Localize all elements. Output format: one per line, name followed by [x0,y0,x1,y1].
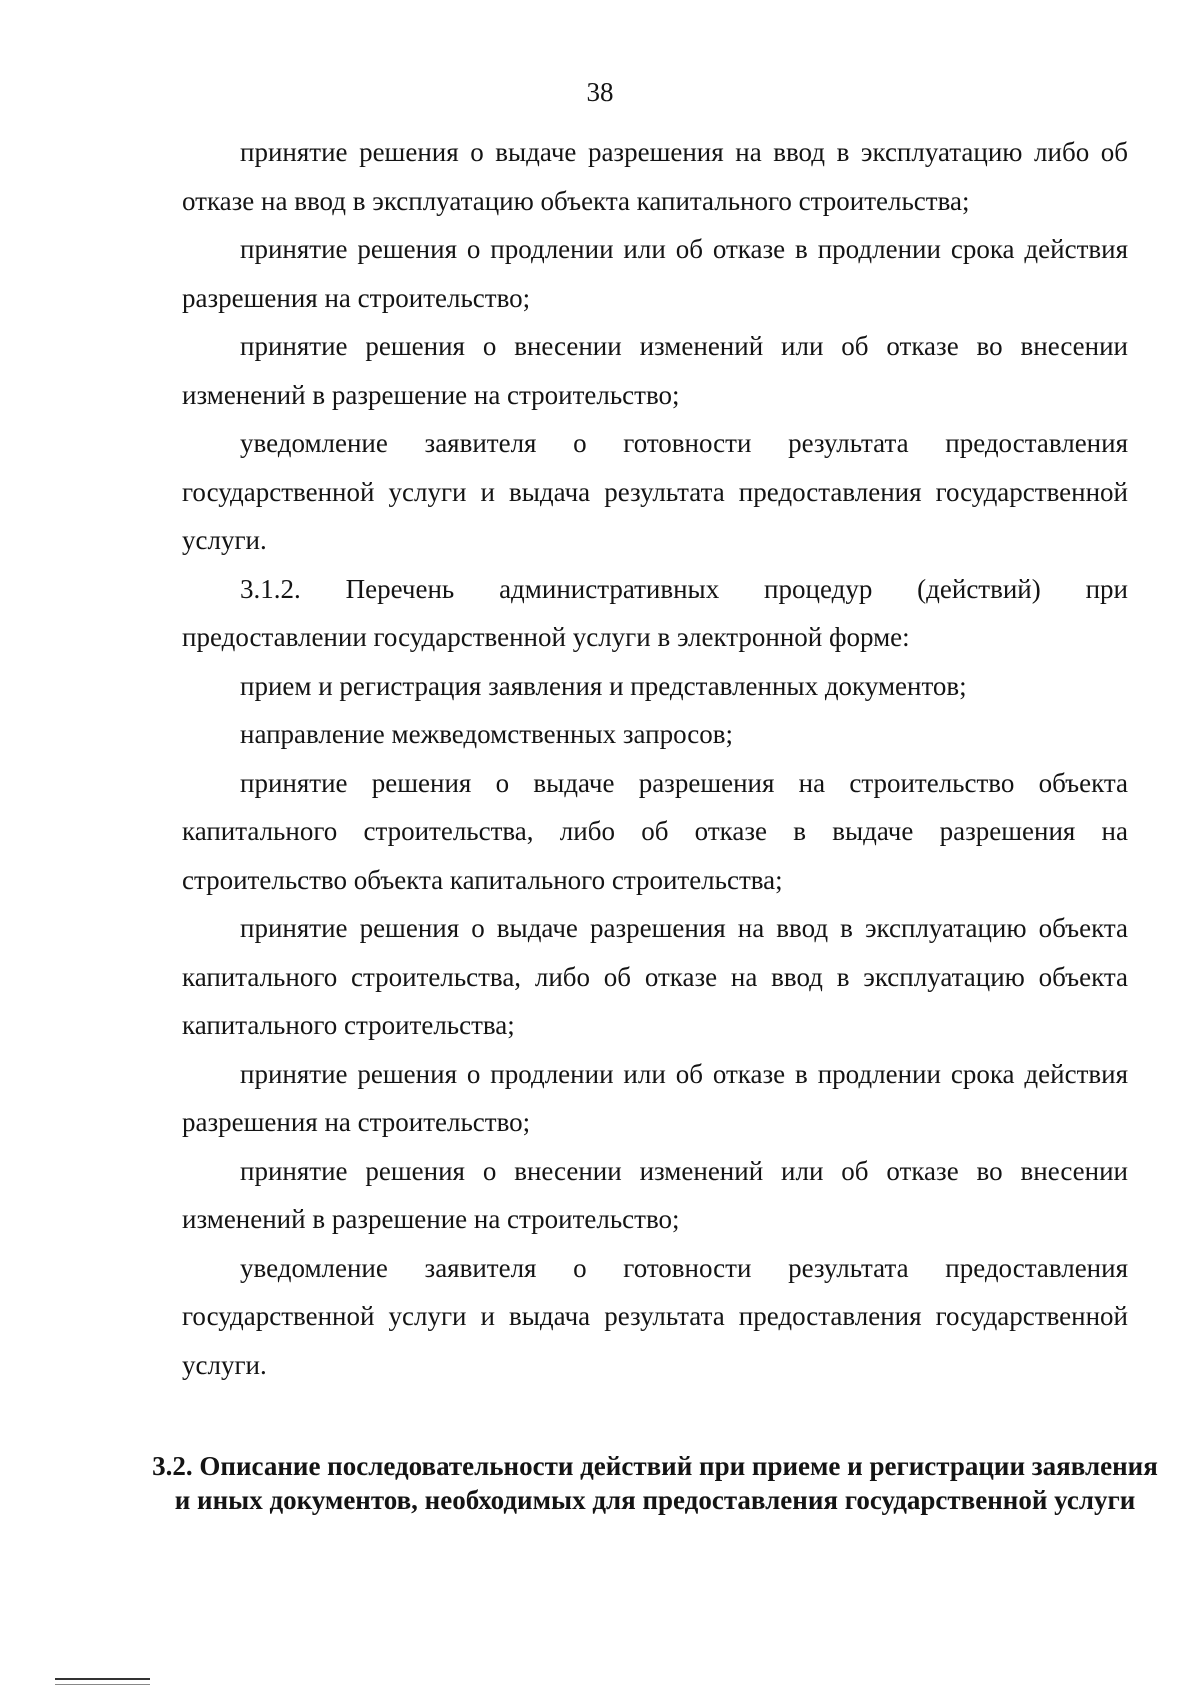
paragraph: уведомление заявителя о готовности результата предоставления государственной услуги и выдача результата предоставления государственной услуги. [182,1252,1128,1380]
paragraph: принятие решения о выдаче разрешения на ввод в эксплуатацию либо об отказе на ввод в эксплуатацию объекта капитального строительства; [182,137,1128,216]
body-text [182,128,1128,1389]
paragraph: уведомление заявителя о готовности результата предоставления государственной услуги и выдача результата предоставления государственной услуги. [182,428,1128,555]
paragraph: принятие решения о внесении изменений или об отказе во внесении изменений в разрешение на строительство; [182,331,1128,410]
paragraph: 3.1.2. Перечень административных процедур (действий) при предоставлении государственной услуги в электронной форме: [182,573,1128,652]
paragraph: прием и регистрация заявления и представленных документов; [240,670,967,701]
paragraph: принятие решения о выдаче разрешения на строительство объекта капитального строительства, либо об отказе в выдаче разрешения на строительство объекта капитального строительства; [182,767,1128,895]
page-number: 38 [586,77,614,107]
paragraph: принятие решения о продлении или об отказе в продлении срока действия разрешения на строительство; [182,1058,1128,1137]
paragraph: принятие решения о выдаче разрешения на ввод в эксплуатацию объекта капитального строительства, либо об отказе на ввод в эксплуатацию объекта капитального строительства; [182,913,1128,1040]
paragraph: принятие решения о продлении или об отказе в продлении срока действия разрешения на строительство; [182,234,1128,313]
paragraph: направление межведомственных запросов; [240,719,734,749]
scan-edge-mark [55,1678,150,1685]
section-heading: 3.2. Описание последовательности действий при приеме и регистрации заявления и иных документов, необходимых для предоставления государственной услуги [152,1451,1158,1515]
paragraph: принятие решения о внесении изменений или об отказе во внесении изменений в разрешение на строительство; [182,1155,1128,1234]
